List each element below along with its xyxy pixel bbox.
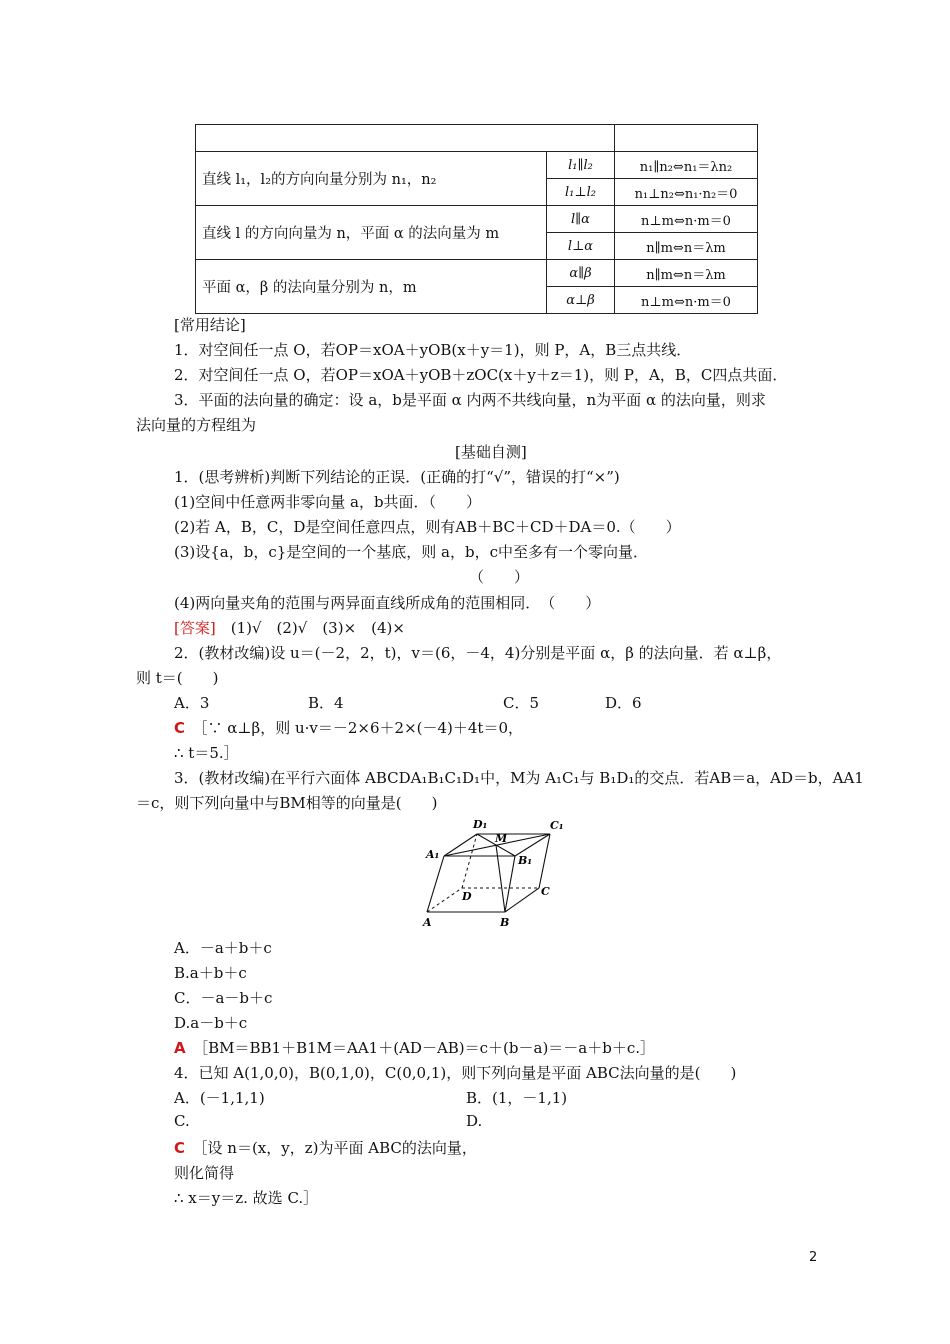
solution-answer: C: [174, 719, 186, 737]
choice-c: C.: [174, 1112, 190, 1130]
text-line: （ ）: [469, 568, 530, 586]
choice-a: A．(－1,1,1): [174, 1089, 265, 1107]
choice-d: D．6: [605, 694, 642, 712]
text-line: 4．已知 A(1,0,0)，B(0,1,0)，C(0,0,1)，则下列向量是平面 ABC法向量的是( ): [174, 1064, 737, 1082]
table-relation: α∥β: [547, 260, 615, 287]
table-condition: n⊥m⇔n·m＝0: [615, 206, 758, 233]
text-line: ∴ t＝5.］: [174, 744, 239, 762]
text-line: ∴ x＝y＝z. 故选 C.］: [174, 1189, 319, 1207]
line-B-M: [496, 845, 505, 912]
text-line: (1)空间中任意两非零向量 a，b共面．（ ）: [174, 493, 482, 511]
text-line: 2．(教材改编)设 u＝(－2，2，t)，v＝(6，－4，4)分别是平面 α，β 的法向量．若 α⊥β，: [174, 644, 782, 662]
label-D: D: [462, 890, 472, 903]
label-A: A: [423, 916, 432, 929]
text-line: 1．对空间任一点 O，若OP＝xOA＋yOB(x＋y＝1)，则 P，A，B三点共线．: [174, 341, 692, 359]
choice-b: B．(1，－1,1): [466, 1089, 568, 1107]
table-desc-2: 直线 l 的方向向量为 n，平面 α 的法向量为 m: [196, 206, 547, 260]
parallelepiped-figure: [420, 812, 570, 932]
edge-C-C1: [539, 834, 550, 888]
text-line: D.a－b＋c: [174, 1014, 248, 1032]
text-line: 3．平面的法向量的确定：设 a，b是平面 α 内两不共线向量，n为平面 α 的法向量，则求: [174, 391, 766, 409]
answer-label: [答案]: [174, 619, 216, 637]
text-line: 1．(思考辨析)判断下列结论的正误．(正确的打“√”，错误的打“×”): [174, 468, 620, 486]
table-condition: n∥m⇔n＝λm: [615, 233, 758, 260]
label-B1: B₁: [518, 854, 533, 867]
section-heading-common: [常用结论]: [174, 316, 246, 334]
solution-answer: C: [174, 1139, 186, 1157]
solution-text: ［∵ α⊥β，则 u·v＝－2×6＋2×(－4)＋4t＝0，: [200, 719, 524, 737]
solution-text: ［设 n＝(x，y，z)为平面 ABC的法向量，: [200, 1139, 477, 1157]
text-line: (4)两向量夹角的范围与两异面直线所成角的范围相同． （ ）: [174, 594, 601, 612]
label-C1: C₁: [550, 819, 564, 832]
table-relation: l₁⊥l₂: [547, 179, 615, 206]
label-D1: D₁: [473, 818, 488, 831]
table-condition: n₁∥n₂⇔n₁＝λn₂: [615, 152, 758, 179]
text-line: C．－a－b＋c: [174, 989, 273, 1007]
edge-B-C: [505, 888, 539, 912]
text-line: 则化简得: [174, 1164, 235, 1182]
relation-table: [195, 124, 758, 314]
table-desc-1: 直线 l₁，l₂的方向向量分别为 n₁，n₂: [196, 152, 547, 206]
solution-text: ［BM＝BB1＋B1M＝AA1＋(AD－AB)＝c＋(b－a)＝－a＋b＋c.］: [200, 1039, 656, 1057]
text-line: 3．(教材改编)在平行六面体 ABCDA₁B₁C₁D₁中，M为 A₁C₁与 B₁D₁的交点．若AB＝a，AD＝b，AA1: [174, 769, 864, 787]
table-condition: n∥m⇔n＝λm: [615, 260, 758, 287]
text-line: A．－a＋b＋c: [174, 939, 272, 957]
table-relation: l₁∥l₂: [547, 152, 615, 179]
label-M: M: [495, 832, 508, 845]
table-relation: l∥α: [547, 206, 615, 233]
text-line: ＝c，则下列向量中与BM相等的向量是( ): [136, 794, 438, 812]
solution-line: [174, 1037, 655, 1058]
section-heading-selftest: [基础自测]: [455, 443, 527, 461]
hidden-edge-A-D: [427, 888, 462, 912]
page-number: 2: [809, 1250, 818, 1265]
table-condition: n₁⊥n₂⇔n₁·n₂＝0: [615, 179, 758, 206]
table-header-cell: [196, 125, 615, 152]
table-relation: l⊥α: [547, 233, 615, 260]
choice-b: B．4: [308, 694, 344, 712]
edge-B-B1: [505, 856, 515, 912]
choice-c: C．5: [503, 694, 540, 712]
table-desc-3: 平面 α，β 的法向量分别为 n，m: [196, 260, 547, 314]
choice-a: A．3: [174, 694, 210, 712]
text-line: (3)设{a，b，c}是空间的一个基底，则 a，b，c中至多有一个零向量．: [174, 543, 648, 561]
label-C: C: [541, 885, 550, 898]
text-line: 法向量的方程组为: [136, 416, 257, 434]
label-A1: A₁: [426, 848, 440, 861]
solution-line: [174, 717, 523, 738]
edge-A-A1: [427, 856, 444, 912]
text-line: B.a＋b＋c: [174, 964, 247, 982]
text-line: (2)若 A，B，C，D是空间任意四点，则有AB＋BC＋CD＋DA＝0.（ ）: [174, 518, 681, 536]
answer-values: (1)√ (2)√ (3)× (4)×: [215, 619, 405, 637]
label-B: B: [500, 916, 510, 929]
text-line: 则 t＝( ): [136, 669, 219, 687]
choice-d: D.: [466, 1112, 483, 1130]
text-line: 2．对空间任一点 O，若OP＝xOA＋yOB＋zOC(x＋y＋z＝1)，则 P，A，B，C四点共面．: [174, 366, 788, 384]
solution-line: [174, 1137, 477, 1158]
table-condition: n⊥m⇔n·m＝0: [615, 287, 758, 314]
table-header-cell: [615, 125, 758, 152]
table-relation: α⊥β: [547, 287, 615, 314]
answer-line: [174, 617, 405, 638]
solution-answer: A: [174, 1039, 186, 1057]
